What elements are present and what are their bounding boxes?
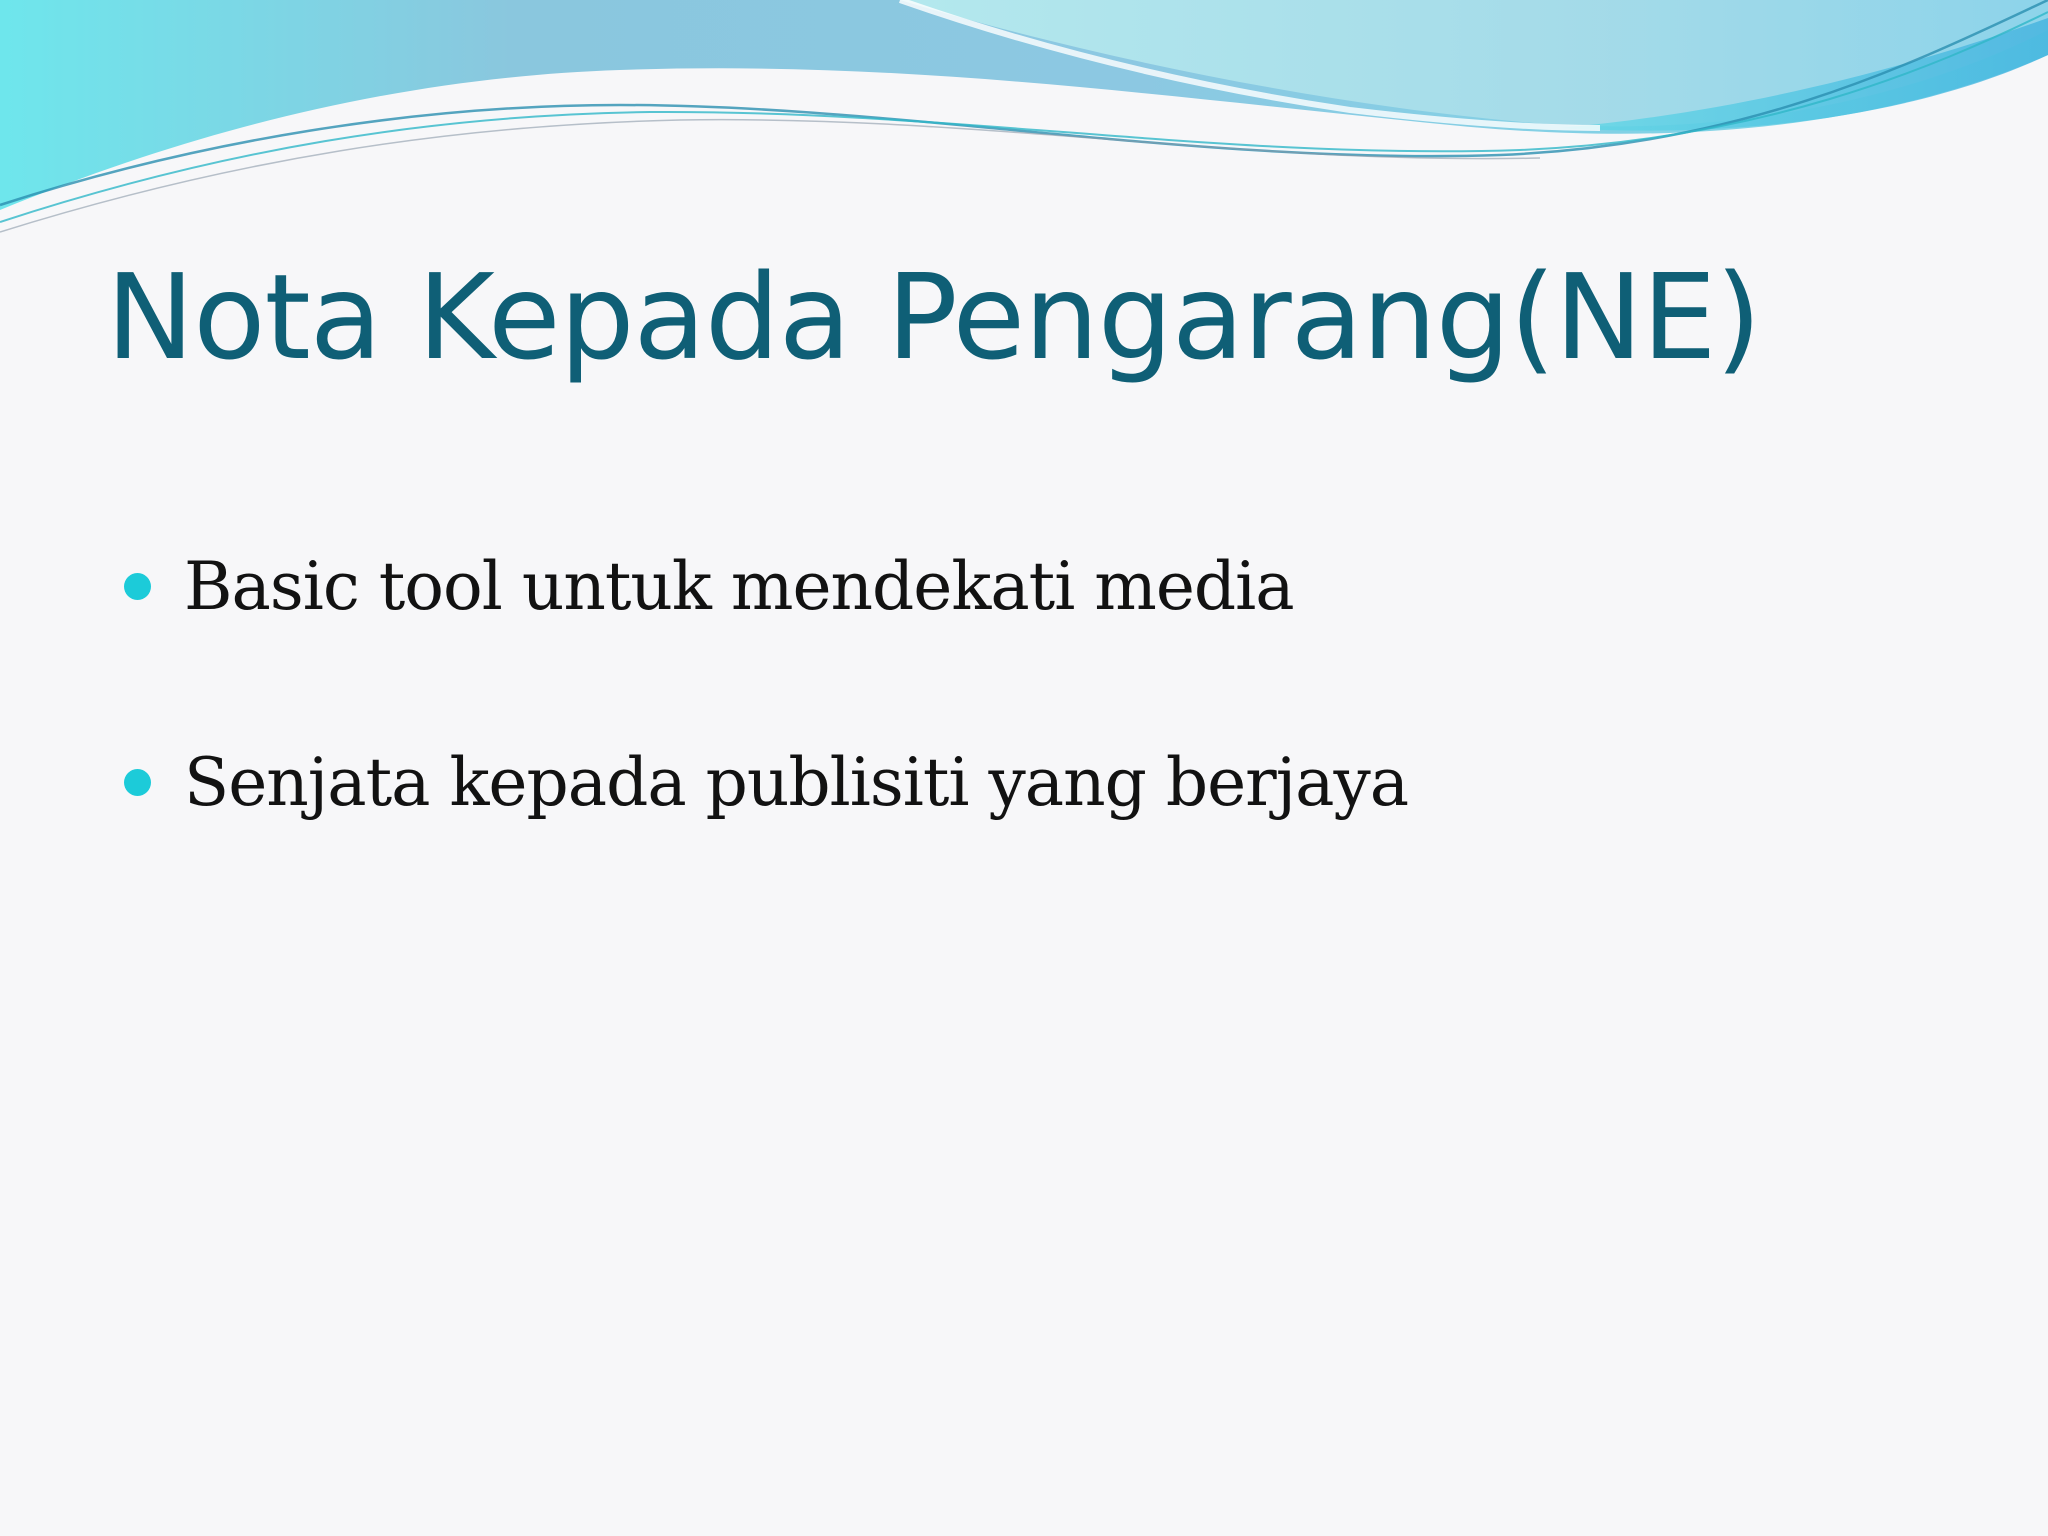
slide-title: Nota Kepada Pengarang(NE): [106, 248, 1761, 386]
bullet-text: Senjata kepada publisiti yang berjaya: [184, 743, 1409, 821]
bullet-dot-icon: [124, 573, 151, 600]
bullet-text: Basic tool untuk mendekati media: [184, 547, 1294, 625]
bullet-item: [124, 540, 1408, 632]
bullet-list: [124, 540, 1408, 932]
header-wave-decoration: [0, 0, 2048, 240]
bullet-item: [124, 736, 1408, 828]
bullet-dot-icon: [124, 769, 151, 796]
